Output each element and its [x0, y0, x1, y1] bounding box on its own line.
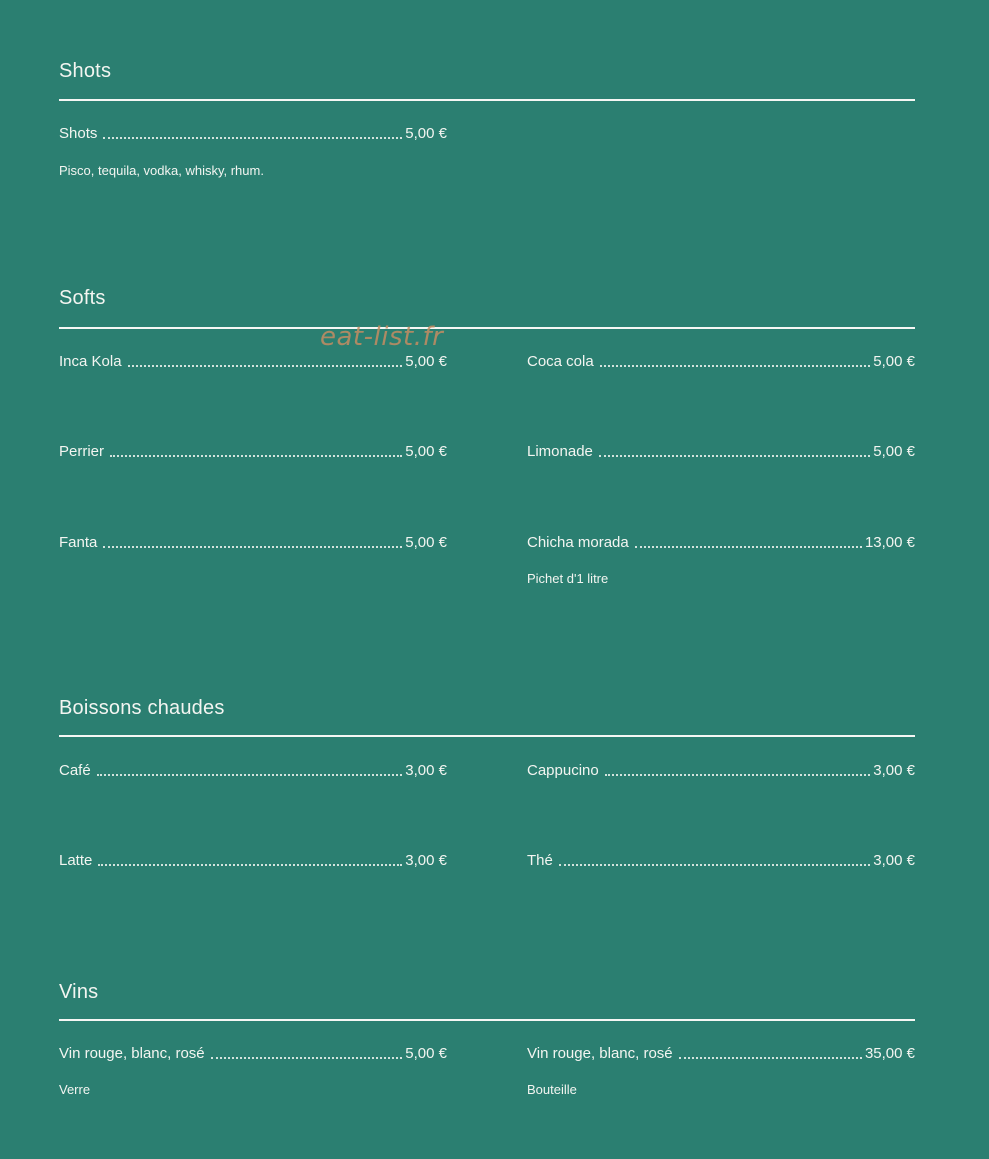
dot-leader	[97, 774, 403, 776]
item-name: Vin rouge, blanc, rosé	[59, 1045, 205, 1062]
item-price: 5,00 €	[405, 443, 447, 460]
item-price: 5,00 €	[405, 125, 447, 142]
menu-item-cafe	[59, 762, 447, 780]
section-divider	[59, 99, 915, 101]
item-name: Fanta	[59, 534, 98, 551]
dot-leader	[110, 455, 402, 457]
menu-item-perrier	[59, 443, 447, 461]
dot-leader	[128, 365, 403, 367]
item-name: Shots	[59, 125, 98, 142]
section-divider	[59, 327, 915, 329]
dot-leader	[599, 455, 870, 457]
item-name: Perrier	[59, 443, 105, 460]
dot-leader	[605, 774, 871, 776]
item-description: Pichet d'1 litre	[527, 571, 609, 586]
item-name: Vin rouge, blanc, rosé	[527, 1045, 673, 1062]
item-price: 5,00 €	[405, 353, 447, 370]
section-divider	[59, 735, 915, 737]
item-name: Cappucino	[527, 762, 599, 779]
item-price: 3,00 €	[405, 762, 447, 779]
item-name: Chicha morada	[527, 534, 629, 551]
item-name: Coca cola	[527, 353, 594, 370]
item-price: 5,00 €	[873, 443, 915, 460]
section-title-vins: Vins	[59, 981, 99, 1003]
menu-item-vin-verre	[59, 1045, 447, 1063]
menu-item-latte	[59, 852, 447, 870]
dot-leader	[211, 1057, 403, 1059]
menu-item-shots	[59, 125, 447, 143]
watermark: eat-list.fr	[320, 322, 444, 352]
menu-item-chicha-morada	[527, 534, 915, 552]
dot-leader	[635, 546, 862, 548]
menu-item-the	[527, 852, 915, 870]
item-price: 35,00 €	[864, 1045, 915, 1062]
item-price: 5,00 €	[405, 534, 447, 551]
dot-leader	[600, 365, 871, 367]
menu-item-fanta	[59, 534, 447, 552]
section-title-shots: Shots	[59, 60, 112, 82]
section-divider	[59, 1019, 915, 1021]
item-price: 3,00 €	[405, 852, 447, 869]
dot-leader	[559, 864, 870, 866]
item-name: Café	[59, 762, 91, 779]
item-name: Latte	[59, 852, 93, 869]
item-price: 3,00 €	[873, 762, 915, 779]
item-name: Thé	[527, 852, 553, 869]
menu-item-coca-cola	[527, 353, 915, 371]
section-title-softs: Softs	[59, 287, 106, 309]
menu-item-vin-bouteille	[527, 1045, 915, 1063]
menu-item-cappucino	[527, 762, 915, 780]
menu-item-inca-kola	[59, 353, 447, 371]
item-price: 5,00 €	[873, 353, 915, 370]
item-name: Inca Kola	[59, 353, 122, 370]
item-price: 13,00 €	[864, 534, 915, 551]
item-description: Pisco, tequila, vodka, whisky, rhum.	[59, 163, 264, 178]
dot-leader	[103, 137, 402, 139]
item-name: Limonade	[527, 443, 593, 460]
dot-leader	[103, 546, 402, 548]
item-price: 3,00 €	[873, 852, 915, 869]
dot-leader	[98, 864, 402, 866]
dot-leader	[679, 1057, 862, 1059]
item-description: Verre	[59, 1082, 91, 1097]
item-description: Bouteille	[527, 1082, 577, 1097]
section-title-boissons-chaudes: Boissons chaudes	[59, 697, 225, 719]
menu-item-limonade	[527, 443, 915, 461]
item-price: 5,00 €	[405, 1045, 447, 1062]
